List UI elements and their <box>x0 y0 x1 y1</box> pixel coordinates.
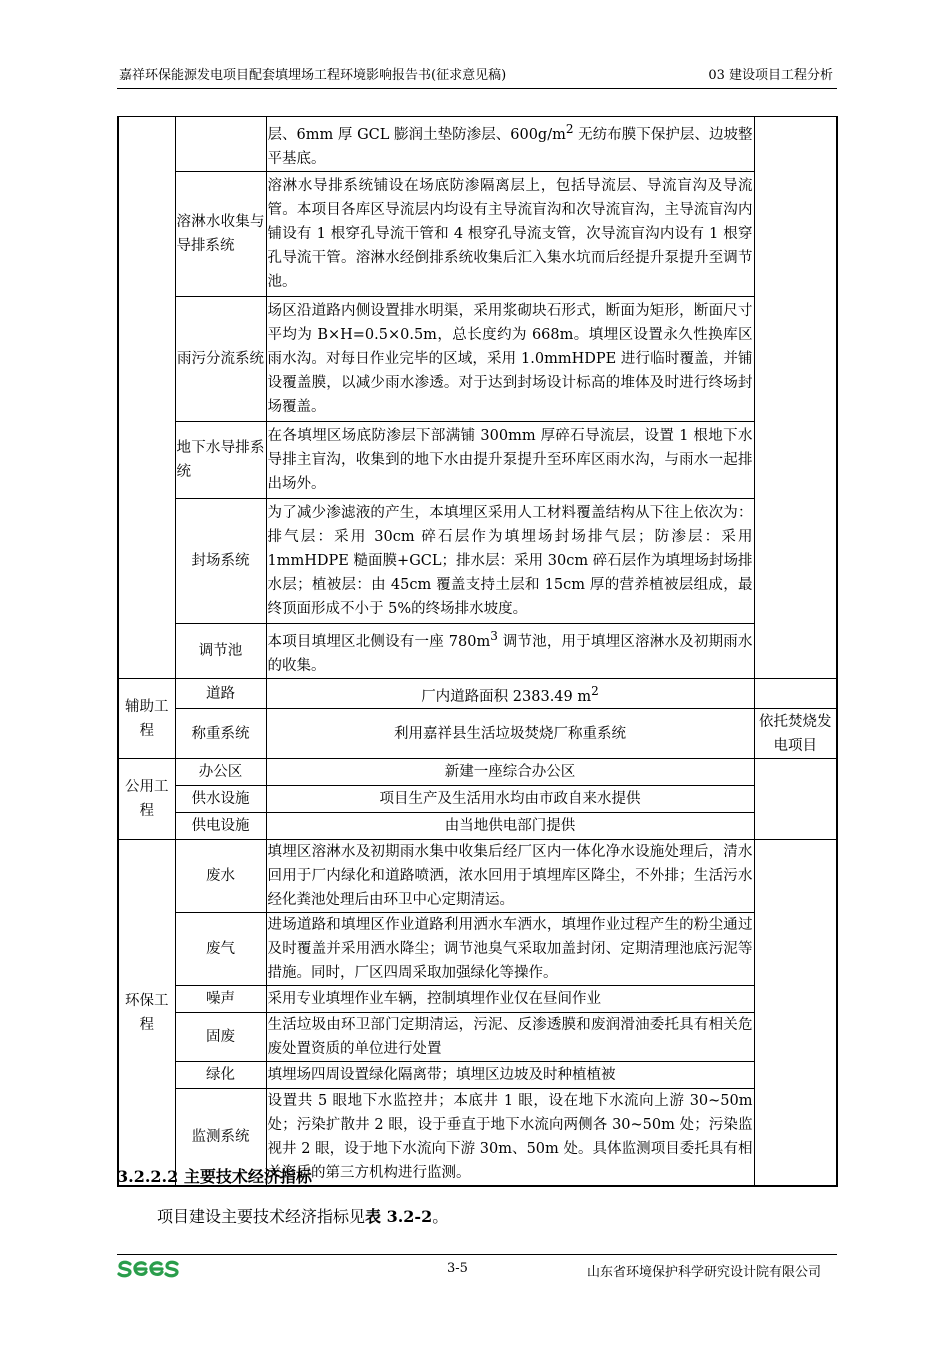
item-cell <box>175 117 266 172</box>
category-cell-aux: 辅助工程 <box>118 678 175 759</box>
content-cell: 设置共 5 眼地下水监控井；本底井 1 眼，设在地下水流向上游 30~50m 处；污染扩散井 2 眼，设于垂直于地下水流向两侧各 30~50m 处；污染监视井 2 眼，设于地下水流向下游 30m、50m 处。具体监测项目委托具有相关资质的第三方机构进行监测。 <box>266 1089 754 1187</box>
item-cell: 供电设施 <box>175 813 266 840</box>
table-row <box>118 813 837 840</box>
content-cell: 为了减少渗滤液的产生，本填埋区采用人工材料覆盖结构从下往上依次为：排气层：采用 30cm 碎石层作为填埋场封场排气层；防渗层：采用 1mmHDPE 糙面膜+GCL；排水层：采用 30cm 碎石层作为填埋场封场排水层；植被层：由 45cm 覆盖支持土层和 15cm 厚的营养植被层组成，最终顶面形成不小于 5%的终场排水坡度。 <box>266 498 754 623</box>
category-cell-env: 环保工程 <box>118 840 175 1187</box>
item-cell: 供水设施 <box>175 786 266 813</box>
section-title: 3.2.2.2 主要技术经济指标 <box>117 1167 312 1186</box>
content-cell: 项目生产及生活用水均由市政自来水提供 <box>266 786 754 813</box>
category-cell-public: 公用工程 <box>118 759 175 840</box>
table-row <box>118 986 837 1013</box>
content-cell: 进场道路和填埋区作业道路利用洒水车洒水，填埋作业过程产生的粉尘通过及时覆盖并采用洒水降尘；调节池臭气采取加盖封闭、定期清理池底污泥等措施。同时，厂区四周采取加强绿化等操作。 <box>266 913 754 986</box>
table-row <box>118 913 837 986</box>
item-cell: 调节池 <box>175 623 266 678</box>
table-row <box>118 678 837 709</box>
item-cell: 固废 <box>175 1013 266 1062</box>
project-composition-table <box>117 116 838 1187</box>
footer-organization: 山东省环境保护科学研究设计院有限公司 <box>586 1265 821 1280</box>
content-cell: 生活垃圾由环卫部门定期清运，污泥、反渗透膜和废润滑油委托具有相关危废处置资质的单位进行处置 <box>266 1013 754 1062</box>
category-cell-main <box>118 117 175 679</box>
item-cell: 办公区 <box>175 759 266 786</box>
table-row <box>118 117 837 172</box>
content-cell: 层、6mm 厚 GCL 膨润土垫防渗层、$600g/m^2$ 无纺布膜下保护层、边坡整平基底。 <box>266 117 754 172</box>
content-cell: 场区沿道路内侧设置排水明渠，采用浆砌块石形式，断面为矩形，断面尺寸平均为 B×H=0.5×0.5m，总长度约为 668m。填埋区设置永久性换库区雨水沟。对每日作业完毕的区域，采用 1.0mmHDPE 进行临时覆盖，并铺设覆盖膜，以减少雨水渗透。对于达到封场设计标高的堆体及时进行终场封场覆盖。 <box>266 296 754 421</box>
item-cell: 监测系统 <box>175 1089 266 1187</box>
table-row <box>118 296 837 421</box>
item-cell: 溶淋水收集与导排系统 <box>175 171 266 296</box>
note-cell <box>754 117 837 679</box>
content-cell: 由当地供电部门提供 <box>266 813 754 840</box>
table-row <box>118 171 837 296</box>
table-row <box>118 840 837 913</box>
content-cell: 厂内道路面积 2383.49 $m^2$ <box>266 678 754 709</box>
header-title: 嘉祥环保能源发电项目配套填埋场工程环境影响报告书(征求意见稿) <box>119 68 507 83</box>
content-cell: 利用嘉祥县生活垃圾焚烧厂称重系统 <box>266 709 754 759</box>
table-row <box>118 709 837 759</box>
content-cell: 填埋场四周设置绿化隔离带；填埋区边坡及时种植植被 <box>266 1062 754 1089</box>
item-cell: 封场系统 <box>175 498 266 623</box>
table-row <box>118 1062 837 1089</box>
page-footer <box>117 1254 837 1281</box>
content-cell: 本项目填埋区北侧设有一座 $780m^3$ 调节池，用于填埋区溶淋水及初期雨水的收集。 <box>266 623 754 678</box>
content-cell: 在各填埋区场底防渗层下部满铺 300mm 厚碎石导流层，设置 1 根地下水导排主盲沟，收集到的地下水由提升泵提升至环库区雨水沟，与雨水一起排出场外。 <box>266 421 754 498</box>
table-row <box>118 1013 837 1062</box>
content-cell: 采用专业填埋作业车辆，控制填埋作业仅在昼间作业 <box>266 986 754 1013</box>
item-cell: 道路 <box>175 678 266 709</box>
item-cell: 废气 <box>175 913 266 986</box>
table-row <box>118 623 837 678</box>
table-row <box>118 759 837 786</box>
note-cell: 依托焚烧发电项目 <box>754 709 837 759</box>
body-paragraph: 项目建设主要技术经济指标见表 3.2-2。 <box>157 1207 449 1226</box>
page-number: 3-5 <box>447 1261 468 1276</box>
note-cell <box>754 840 837 1187</box>
table-row <box>118 421 837 498</box>
content-cell: 填埋区溶淋水及初期雨水集中收集后经厂区内一体化净水设施处理后，清水回用于厂内绿化和道路喷洒，浓水回用于填埋库区降尘，不外排；生活污水经化粪池处理后由环卫中心定期清运。 <box>266 840 754 913</box>
header-chapter: 03 建设项目工程分析 <box>708 68 833 83</box>
note-cell <box>754 678 837 709</box>
table-row <box>118 786 837 813</box>
page-header <box>117 64 837 89</box>
item-cell: 绿化 <box>175 1062 266 1089</box>
item-cell: 称重系统 <box>175 709 266 759</box>
note-cell <box>754 759 837 840</box>
item-cell: 噪声 <box>175 986 266 1013</box>
table-row <box>118 498 837 623</box>
item-cell: 地下水导排系统 <box>175 421 266 498</box>
saes-logo-icon <box>117 1259 181 1279</box>
item-cell: 废水 <box>175 840 266 913</box>
table-reference: 表 3.2-2 <box>365 1207 433 1226</box>
item-cell: 雨污分流系统 <box>175 296 266 421</box>
content-cell: 溶淋水导排系统铺设在场底防渗隔离层上，包括导流层、导流盲沟及导流管。本项目各库区导流层内均设有主导流盲沟和次导流盲沟，主导流盲沟内铺设有 1 根穿孔导流干管和 4 根穿孔导流支管，次导流盲沟内设有 1 根穿孔导流干管。溶淋水经倒排系统收集后汇入集水坑而后经提升泵提升至调节池。 <box>266 171 754 296</box>
content-cell: 新建一座综合办公区 <box>266 759 754 786</box>
